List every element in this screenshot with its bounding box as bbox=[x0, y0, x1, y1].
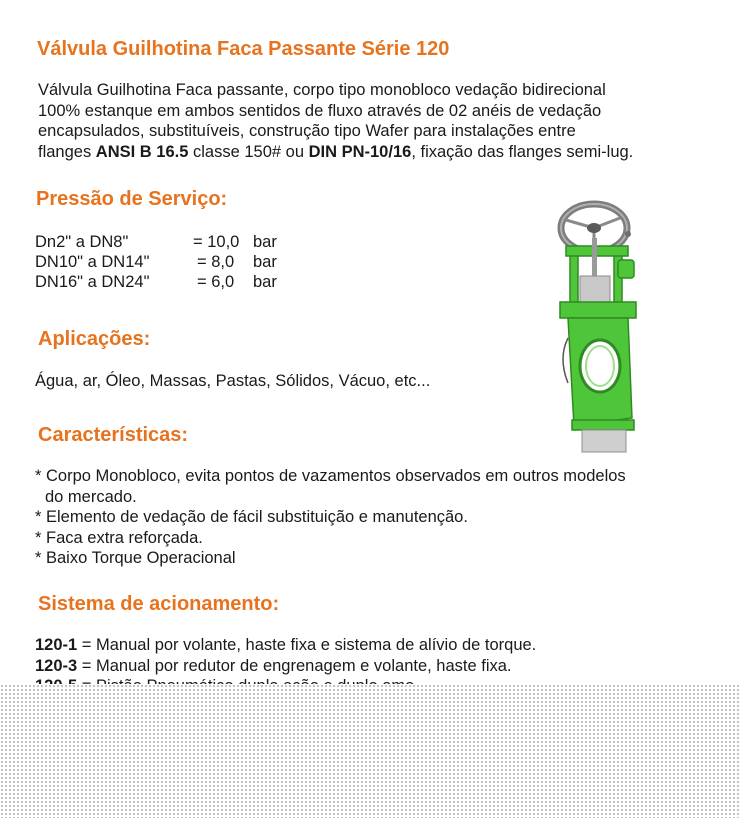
pressure-row bbox=[35, 232, 293, 252]
pressure-unit: bar bbox=[253, 253, 277, 271]
dotted-overlay bbox=[0, 684, 739, 818]
list-item bbox=[35, 635, 536, 656]
yoke-bracket bbox=[618, 260, 634, 278]
pressure-value: = 6,0 bbox=[197, 273, 235, 291]
applications-text: Água, ar, Óleo, Massas, Pastas, Sólidos, Vácuo, etc... bbox=[35, 372, 431, 390]
pressure-range: DN10" a DN14" bbox=[35, 253, 150, 271]
intro-line-1: Válvula Guilhotina Faca passante, corpo tipo monobloco vedação bidirecional bbox=[38, 81, 606, 99]
page-title: Válvula Guilhotina Faca Passante Série 120 bbox=[37, 38, 450, 60]
body-bottom-flange bbox=[572, 420, 634, 430]
list-item-continuation: do mercado. bbox=[45, 487, 137, 506]
characteristics-heading: Características: bbox=[38, 424, 189, 446]
yoke-post bbox=[614, 250, 622, 310]
body-flange bbox=[560, 302, 636, 318]
intro-line-2: 100% estanque em ambos sentidos de fluxo através de 02 anéis de vedação bbox=[38, 101, 602, 120]
pressure-table bbox=[35, 232, 293, 292]
actuation-heading: Sistema de acionamento: bbox=[38, 593, 280, 615]
pressure-value: = 8,0 bbox=[197, 253, 235, 271]
intro-line-4 bbox=[38, 142, 738, 163]
knife-gate-valve-illustration bbox=[548, 198, 648, 458]
intro-text: , fixação das flanges semi-lug. bbox=[411, 142, 634, 161]
intro-standard-din: DIN PN-10/16 bbox=[308, 142, 412, 161]
list-item: * Faca extra reforçada. bbox=[35, 528, 203, 547]
applications-heading: Aplicações: bbox=[38, 328, 151, 350]
actuation-code: 120-3 bbox=[35, 656, 78, 675]
pressure-unit: bar bbox=[253, 273, 277, 291]
pressure-unit: bar bbox=[253, 233, 277, 251]
pipe-line bbox=[563, 338, 568, 383]
pressure-value: = 10,0 bbox=[193, 233, 240, 251]
pressure-range: Dn2" a DN8" bbox=[35, 233, 129, 251]
actuation-code: 120-1 bbox=[35, 636, 78, 654]
intro-line-3: encapsulados, substituíveis, construção tipo Wafer para instalações entre bbox=[38, 122, 576, 140]
actuation-text: = Manual por volante, haste fixa e sistema de alívio de torque. bbox=[77, 636, 537, 654]
list-item: * Elemento de vedação de fácil substituição e manutenção. bbox=[35, 508, 468, 526]
list-item bbox=[35, 656, 536, 677]
pressure-heading: Pressão de Serviço: bbox=[36, 188, 228, 210]
bottom-cover bbox=[582, 430, 626, 452]
handwheel-hub bbox=[587, 223, 601, 233]
list-item: * Corpo Monobloco, evita pontos de vazamentos observados em outros modelos bbox=[35, 467, 626, 485]
yoke-post bbox=[570, 250, 578, 310]
actuation-text: = Manual por redutor de engrenagem e volante, haste fixa. bbox=[77, 656, 512, 675]
intro-paragraph bbox=[38, 80, 738, 162]
intro-text: classe 150# ou bbox=[188, 142, 309, 161]
pressure-row bbox=[35, 252, 293, 272]
intro-standard-ansi: ANSI B 16.5 bbox=[95, 142, 189, 161]
handwheel-knob bbox=[625, 231, 631, 237]
characteristics-list bbox=[35, 466, 626, 569]
list-item: * Baixo Torque Operacional bbox=[35, 549, 236, 567]
pressure-range: DN16" a DN24" bbox=[35, 273, 150, 291]
intro-text: flanges bbox=[38, 142, 96, 161]
pressure-row bbox=[35, 272, 293, 292]
